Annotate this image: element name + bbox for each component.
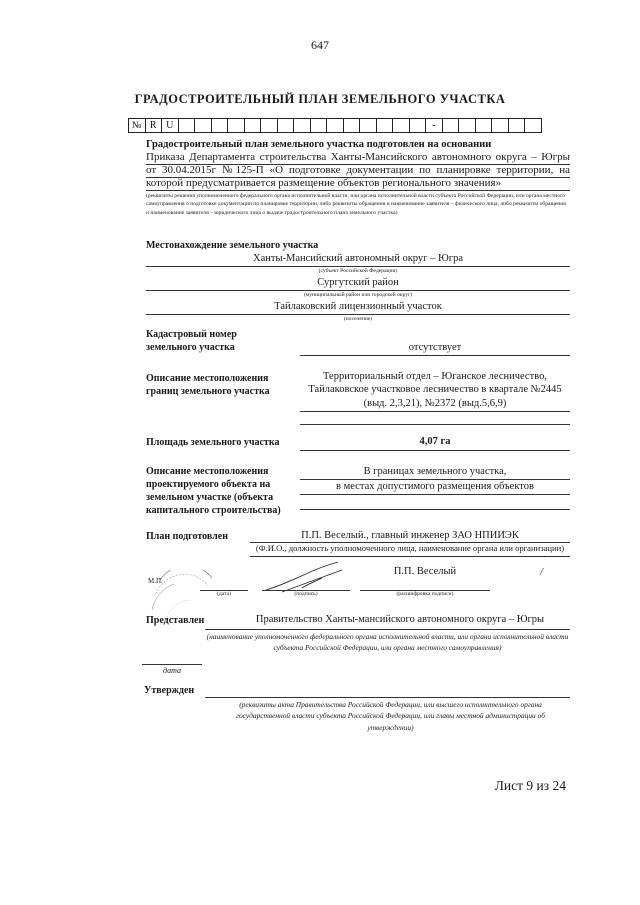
registration-cell (409, 119, 426, 133)
location-subject: Ханты-Мансийский автономный округ – Югра (253, 253, 463, 264)
date-caption: (дата) (217, 591, 231, 597)
presented-caption: (наименование уполномоченного федерального органа исполнительной власти, или органа исполнительной власти субъекта Российской Федерации, или органа местного самоуправления) (206, 632, 569, 652)
sheet-counter: Лист 9 из 24 (494, 778, 566, 793)
registration-cell (475, 119, 492, 133)
location-district-rule (146, 290, 570, 291)
presented-date-rule (142, 664, 202, 665)
registration-number-grid (128, 118, 542, 133)
presented-rule (205, 629, 570, 630)
registration-cell (343, 119, 360, 133)
location-settlement-rule (146, 314, 570, 315)
basis-caption: (реквизиты решения уполномоченного федерального органа исполнительной власти, или органа исполнительной власти субъекта Российской Федерации, или органа местного самоуправления о подготовке документации по планировке территории, либо реквизиты обращения и наименование заявителя – физического лица, либо реквизиты обращения и наименование заявителя – юридического лица о выдаче градостроительного плана земельного участка) (146, 193, 566, 216)
signature-caption: (подпись) (294, 591, 318, 597)
registration-cell (376, 119, 393, 133)
presented-value: Правительство Ханты-мансийского автономного округа – Югры (255, 614, 545, 625)
projected-object-line-2: в местах допустимого размещения объектов (336, 481, 534, 492)
prepared-by-caption: (Ф.И.О., должность уполномоченного лица, наименование органа или организации) (255, 543, 565, 553)
registration-cell (459, 119, 476, 133)
projected-object-rule-1 (300, 479, 570, 480)
location-settlement-caption: (поселение) (343, 316, 373, 322)
registration-cell (508, 119, 525, 133)
cadastral-rule (300, 355, 570, 356)
prepared-by-value: П.П. Веселый., главный инженер ЗАО НПИИЭК (301, 530, 519, 541)
registration-cell (228, 119, 245, 133)
presented-label: Представлен (146, 615, 205, 626)
registration-cell (178, 119, 195, 133)
registration-cell (442, 119, 459, 133)
basis-underline-3 (146, 190, 570, 191)
area-label: Площадь земельного участка (146, 437, 280, 448)
registration-cell: R (145, 119, 162, 133)
approved-rule (205, 697, 570, 698)
boundaries-line-2: Тайлаковское участковое лесничество в квартале №2445 (308, 384, 562, 395)
registration-cell (525, 119, 542, 133)
basis-underline-2 (146, 177, 570, 178)
approved-label: Утвержден (144, 685, 195, 696)
registration-cell (244, 119, 261, 133)
decipher-mark: / (540, 566, 544, 578)
registration-cell (360, 119, 377, 133)
mp-label: М.П. (148, 577, 163, 585)
presented-date-caption: дата (163, 666, 181, 675)
location-heading: Местонахождение земельного участка (146, 240, 319, 251)
prepared-by-label: План подготовлен (146, 531, 228, 542)
boundaries-label: Описание местоположения границ земельного участка (146, 373, 270, 397)
registration-cell (277, 119, 294, 133)
registration-cell (261, 119, 278, 133)
registration-cell (492, 119, 509, 133)
basis-heading: Градостроительный план земельного участка подготовлен на основании (146, 139, 492, 150)
location-district-caption: (муниципальный район или городской округ) (303, 292, 413, 298)
boundaries-line-3: (выд. 2,3,21), №2372 (выд.5,6,9) (363, 398, 507, 409)
projected-object-line-1: В границах земельного участка, (363, 466, 507, 477)
location-subject-caption: (субъект Российской Федерации) (318, 268, 398, 274)
area-rule (300, 450, 570, 451)
boundaries-rule-2 (300, 424, 570, 425)
projected-object-label: Описание местоположения проектируемого объекта на земельном участке (объекта капитального строительства) (146, 466, 281, 516)
location-district: Сургутский район (317, 277, 399, 288)
decipher-value: П.П. Веселый (393, 566, 457, 577)
boundaries-rule-1 (300, 411, 570, 412)
cadastral-value: отсутствует (408, 342, 462, 353)
prepared-by-caption-rule (250, 556, 570, 557)
projected-object-rule-2 (300, 494, 570, 495)
approved-caption: (реквизиты акта Правительства Российской Федерации, или высшего исполнительного органа государственной власти субъекта Российской Федерации, или главы местной администрации об утверждении) (236, 700, 545, 732)
location-settlement: Тайлаковский лицензионный участок (274, 301, 442, 312)
registration-cell (310, 119, 327, 133)
registration-cell (294, 119, 311, 133)
projected-object-rule-3 (300, 509, 570, 510)
registration-cell (195, 119, 212, 133)
registration-cell: U (162, 119, 179, 133)
location-subject-rule (146, 266, 570, 267)
cadastral-label: Кадастровый номер земельного участка (146, 329, 237, 353)
registration-cell (327, 119, 344, 133)
registration-cell: № (129, 119, 146, 133)
decipher-caption: (расшифровка подписи) (396, 591, 454, 597)
boundaries-line-1: Территориальный отдел – Юганское лесничество, (323, 371, 547, 382)
registration-cell: - (426, 119, 443, 133)
basis-text: Приказа Департамента строительства Ханты-Мансийского автономного округа – Югры от 30.04.2015г №125-П «О подготовке документации по планировке территории, на которой предусматривается размещение объектов регионального значения» (146, 151, 570, 190)
area-value: 4,07 га (419, 436, 451, 447)
page-number: 647 (311, 38, 329, 52)
page-title: ГРАДОСТРОИТЕЛЬНЫЙ ПЛАН ЗЕМЕЛЬНОГО УЧАСТКА (134, 92, 506, 106)
registration-cell (393, 119, 410, 133)
basis-underline-1 (146, 164, 570, 165)
registration-cell (211, 119, 228, 133)
